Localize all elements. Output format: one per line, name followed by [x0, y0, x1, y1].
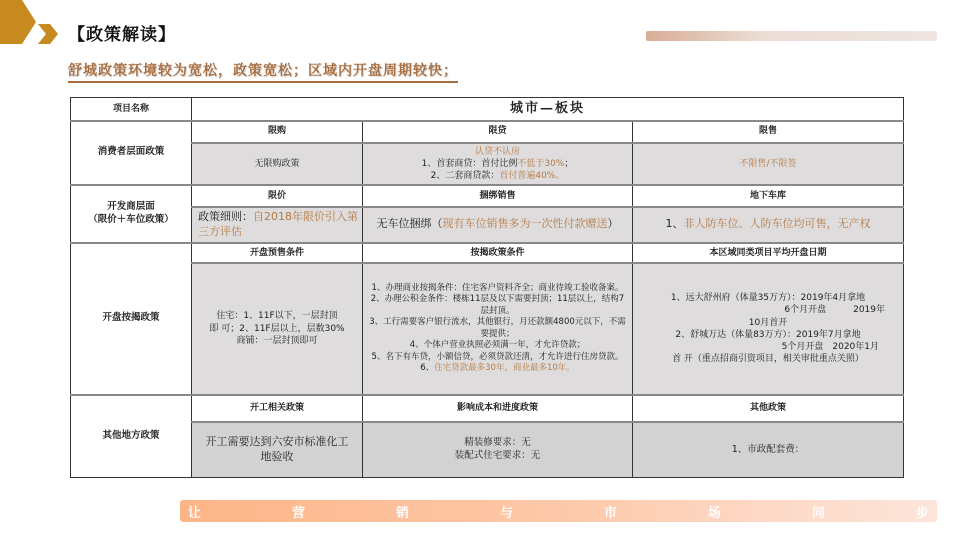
text-line: 1、市政配套费：	[731, 443, 805, 455]
cell-purchase-limit: 无限购政策	[192, 143, 363, 185]
cell-garage: 1、非人防车位、人防车位均可售，无产权	[633, 207, 904, 243]
table-row	[71, 185, 904, 207]
cell-bundle-sale: 无车位捆绑（现有车位销售多为一次性付款赠送）	[363, 207, 633, 243]
text-line: 6、住宅贷款最多30年，商业最多10年。	[420, 363, 575, 374]
section-label-consumer: 消费者层面政策	[71, 121, 192, 185]
text-line: 10月首开	[748, 317, 788, 328]
project-name-label: 项目名称	[71, 98, 192, 121]
loan-note: 认贷不认房	[474, 146, 520, 157]
section-label-opening: 开盘按揭政策	[71, 243, 192, 395]
text-line: 地验收	[260, 449, 294, 463]
text-line: 5、名下有车贷，小额信贷，必须贷款还清，才允许进行住房贷款。	[371, 351, 624, 362]
text-line: 精装修要求：无	[464, 437, 531, 449]
section-label-line: （限价＋车位政策）	[88, 213, 174, 225]
text-line: 即 可；2、11F层以上，层数30%	[209, 323, 345, 334]
col-head-construction: 开工相关政策	[192, 395, 363, 422]
text-line: 2、办理公积金条件：楼栋11层及以下需要封顶；11层以上，结构7层封顶。	[370, 294, 625, 316]
cell-price-limit: 政策细则：自2018年限价引入第 三方评估	[192, 207, 363, 243]
text-line: 2、舒城万达（体量83万方）：2019年7月拿地	[675, 329, 861, 340]
text-line: 1、远大舒州府（体量35万方）：2019年4月拿地	[670, 293, 866, 304]
slogan-char: 同	[811, 505, 825, 521]
loan-line-1: 1、首套商贷：首付比例不低于30%；	[421, 158, 574, 169]
slogan-char: 营	[291, 505, 305, 521]
col-head-presale: 开盘预售条件	[192, 243, 363, 263]
text-line: 6个月开盘 2019年	[784, 305, 886, 316]
policy-table	[70, 97, 904, 478]
slogan-char: 让	[188, 505, 202, 521]
slogan-char: 步	[915, 505, 929, 521]
footer-slogan-bar	[180, 500, 937, 522]
text-line: 4、个体户营业执照必须满一年，才允许贷款；	[409, 340, 586, 351]
text-line: 首 开（重点招商引资项目，相关审批重点关照）	[672, 353, 864, 364]
cell-loan-limit	[363, 143, 633, 185]
cell-presale	[192, 263, 363, 395]
cell-opening-date	[633, 263, 904, 395]
table-row	[71, 243, 904, 263]
text-line: 开工需要达到六安市标准化工	[205, 435, 349, 449]
text-line: 3、工行需要客户银行流水，其他银行，月还款额4800元以下，不需要提供；	[369, 317, 626, 339]
section-label-other: 其他地方政策	[71, 395, 192, 478]
col-head-bundle-sale: 捆绑销售	[363, 185, 633, 207]
text-line: 1、办理商业按揭条件：住宅客户资料齐全；商业待竣工验收备案。	[371, 282, 624, 293]
slogan-char: 与	[499, 505, 513, 521]
section-label-developer	[71, 185, 192, 243]
col-head-mortgage: 按揭政策条件	[363, 243, 633, 263]
col-head-cost-progress: 影响成本和进度政策	[363, 395, 633, 422]
col-head-purchase-limit: 限购	[192, 121, 363, 143]
table-row	[71, 143, 904, 185]
col-head-opening-date: 本区域同类项目平均开盘日期	[633, 243, 904, 263]
table-header-row	[71, 98, 904, 121]
col-head-other-policy: 其他政策	[633, 395, 904, 422]
slogan-char: 市	[603, 505, 617, 521]
logo-chevron-icon	[0, 0, 60, 46]
table-row	[71, 121, 904, 143]
cell-sale-limit: 不限售/不限签	[633, 143, 904, 185]
table-row	[71, 395, 904, 422]
text-line: 装配式住宅要求：无	[454, 449, 541, 461]
page-title: 【政策解读】	[68, 25, 176, 45]
slogan-char: 销	[395, 505, 409, 521]
section-label-line: 开发商层面	[107, 201, 155, 212]
decorative-top-bar	[646, 31, 937, 41]
table-row	[71, 422, 904, 478]
text-line: 商铺：一层封顶即可	[236, 335, 318, 346]
page-subtitle: 舒城政策环境较为宽松，政策宽松；区域内开盘周期较快；	[68, 60, 458, 83]
col-head-sale-limit: 限售	[633, 121, 904, 143]
text-line: 住宅：1、11F以下，一层封顶	[216, 311, 338, 322]
col-head-loan-limit: 限贷	[363, 121, 633, 143]
slogan-char: 场	[707, 505, 721, 521]
cell-other-policy	[633, 422, 904, 478]
cell-cost-progress	[363, 422, 633, 478]
cell-construction	[192, 422, 363, 478]
table-row	[71, 207, 904, 243]
loan-line-2: 2、二套商贷款：首付普遍40%。	[430, 170, 565, 181]
cell-mortgage	[363, 263, 633, 395]
text-line: 5个月开盘 2020年1月	[781, 341, 880, 352]
city-block-header: 城市—板块	[192, 98, 904, 121]
table-row	[71, 263, 904, 395]
col-head-garage: 地下车库	[633, 185, 904, 207]
col-head-price-limit: 限价	[192, 185, 363, 207]
